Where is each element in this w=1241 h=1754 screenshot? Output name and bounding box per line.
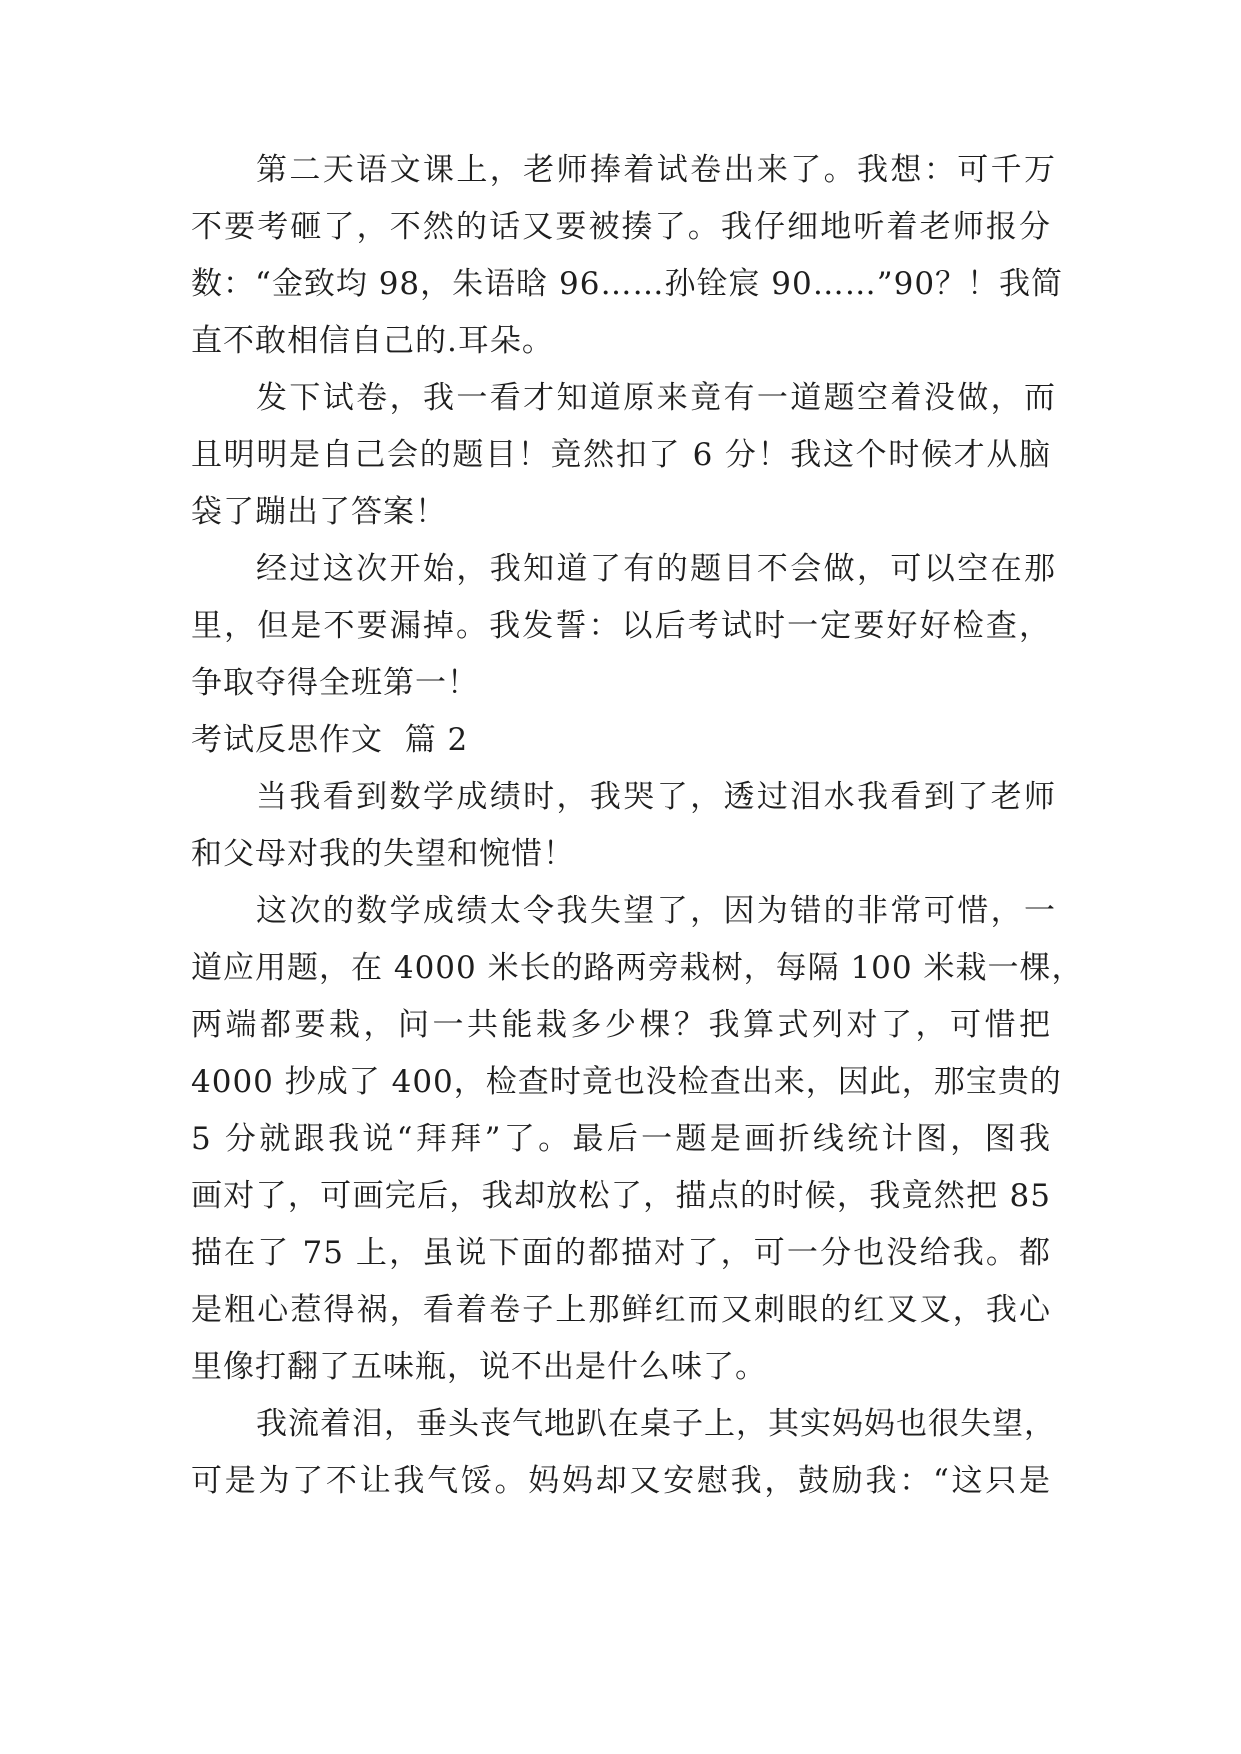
s2-paragraph-1-line-2: 和父母对我的失望和惋惜！ (191, 836, 575, 872)
s2-paragraph-3-line-1: 我流着泪，垂头丧气地趴在桌子上，其实妈妈也很失望， (256, 1406, 1056, 1442)
paragraph-1-line-4: 直不敢相信自己的.耳朵。 (191, 323, 554, 359)
paragraph-3-line-3: 争取夺得全班第一！ (191, 665, 479, 701)
s2-paragraph-2-line-2: 道应用题，在 4000 米长的路两旁栽树，每隔 100 米栽一棵， (191, 950, 1084, 986)
s2-paragraph-2-line-9: 里像打翻了五味瓶，说不出是什么味了。 (191, 1349, 767, 1385)
s2-paragraph-3-line-2: 可是为了不让我气馁。妈妈却又安慰我，鼓励我：“这只是 (191, 1463, 1051, 1499)
paragraph-1-line-1: 第二天语文课上，老师捧着试卷出来了。我想：可千万 (256, 152, 1056, 188)
paragraph-3-line-1: 经过这次开始，我知道了有的题目不会做，可以空在那 (256, 551, 1056, 587)
s2-paragraph-2-line-4: 4000 抄成了 400，检查时竟也没检查出来，因此，那宝贵的 (191, 1064, 1062, 1100)
s2-paragraph-2-line-6: 画对了，可画完后，我却放松了，描点的时候，我竟然把 85 (191, 1178, 1051, 1214)
s2-paragraph-2-line-7: 描在了 75 上，虽说下面的都描对了，可一分也没给我。都 (191, 1235, 1051, 1271)
paragraph-1-line-3: 数：“金致均 98，朱语晗 96……孙铨宸 90……”90？！我简 (191, 266, 1064, 302)
paragraph-2-line-1: 发下试卷，我一看才知道原来竟有一道题空着没做，而 (256, 380, 1056, 416)
section-heading: 考试反思作文 篇 2 (191, 722, 469, 758)
paragraph-1-line-2: 不要考砸了，不然的话又要被揍了。我仔细地听着老师报分 (191, 209, 1051, 245)
s2-paragraph-2-line-3: 两端都要栽，问一共能栽多少棵？我算式列对了，可惜把 (191, 1007, 1051, 1043)
paragraph-2-line-2: 且明明是自己会的题目！竟然扣了 6 分！我这个时候才从脑 (191, 437, 1051, 473)
paragraph-2-line-3: 袋了蹦出了答案！ (191, 494, 447, 530)
s2-paragraph-2-line-8: 是粗心惹得祸，看着卷子上那鲜红而又刺眼的红叉叉，我心 (191, 1292, 1051, 1328)
s2-paragraph-2-line-5: 5 分就跟我说“拜拜”了。最后一题是画折线统计图，图我 (191, 1121, 1051, 1157)
s2-paragraph-1-line-1: 当我看到数学成绩时，我哭了，透过泪水我看到了老师 (256, 779, 1056, 815)
s2-paragraph-2-line-1: 这次的数学成绩太令我失望了，因为错的非常可惜，一 (256, 893, 1056, 929)
paragraph-3-line-2: 里，但是不要漏掉。我发誓：以后考试时一定要好好检查， (191, 608, 1051, 644)
